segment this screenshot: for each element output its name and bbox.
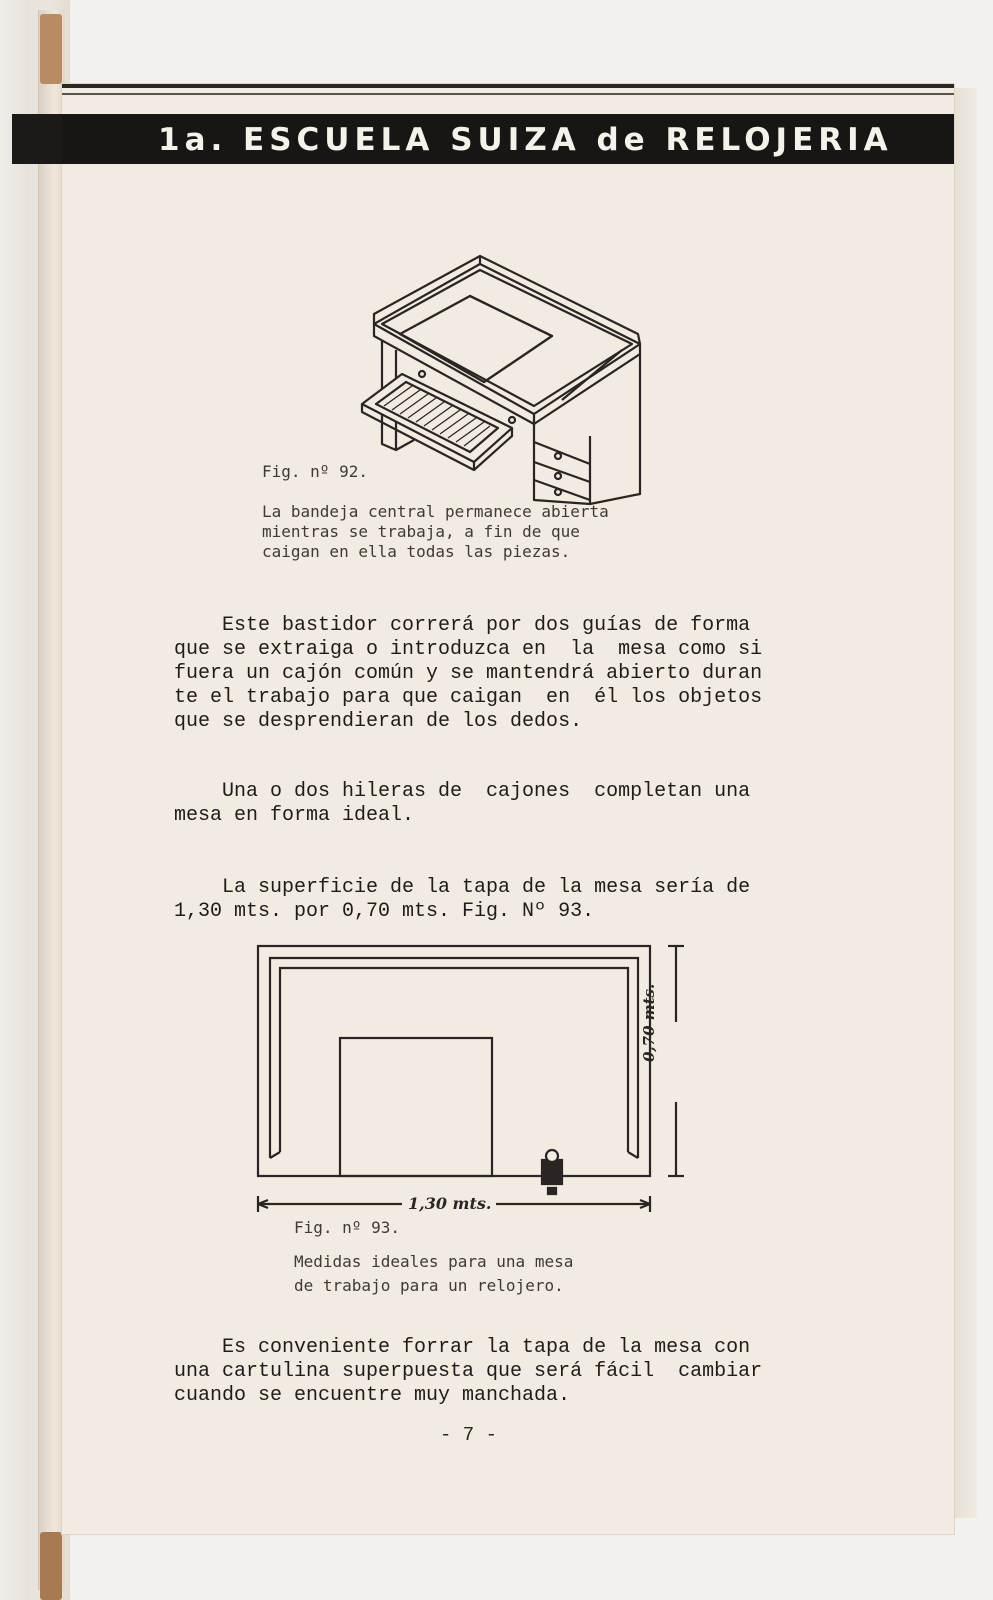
paragraph-1-line-1: Este bastidor correrá por dos guías de forma xyxy=(174,614,751,637)
paragraph-1-line-2: que se extraiga o introduzca en la mesa como si xyxy=(174,638,763,661)
figure-92-workbench-drawing xyxy=(362,174,652,504)
paragraph-4-line-3: cuando se encuentre muy manchada. xyxy=(174,1384,571,1407)
back-page-edge xyxy=(950,88,977,1518)
paragraph-3-line-2: 1,30 mts. por 0,70 mts. Fig. Nº 93. xyxy=(174,900,595,923)
paragraph-4-line-1: Es conveniente forrar la tapa de la mesa con xyxy=(174,1336,751,1359)
binding-thread-top xyxy=(40,14,62,84)
paragraph-1-line-4: te el trabajo para que caigan en él los objetos xyxy=(174,686,763,709)
figure-92-caption-line-2: mientras se trabaja, a fin de que xyxy=(262,522,580,541)
page-number: - 7 - xyxy=(440,1424,498,1446)
binding-thread-bottom xyxy=(40,1532,62,1600)
paragraph-4-line-2: una cartulina superpuesta que será fácil cambiar xyxy=(174,1360,763,1383)
page-header-title: 1a. ESCUELA SUIZA de RELOJERIA xyxy=(158,122,893,158)
figure-93-caption-line-2: de trabajo para un relojero. xyxy=(294,1276,564,1295)
top-rule-thin xyxy=(62,93,954,95)
figure-93-caption-line-1: Medidas ideales para una mesa xyxy=(294,1252,574,1271)
figure-93-width-label: 1,30 mts. xyxy=(408,1194,492,1213)
figure-93-dimensions-drawing xyxy=(252,942,692,1222)
book-page xyxy=(62,84,954,1534)
figure-93-height-label: 0,70 mts. xyxy=(640,983,658,1062)
paragraph-3-line-1: La superficie de la tapa de la mesa sería de xyxy=(174,876,751,899)
figure-92-caption-line-3: caigan en ella todas las piezas. xyxy=(262,542,571,561)
paragraph-2-line-2: mesa en forma ideal. xyxy=(174,804,415,827)
paragraph-2-line-1: Una o dos hileras de cajones completan una xyxy=(174,780,751,803)
figure-92-caption-line-1: La bandeja central permanece abierta xyxy=(262,502,609,521)
paragraph-1-line-3: fuera un cajón común y se mantendrá abierto duran xyxy=(174,662,763,685)
figure-92-label: Fig. nº 92. xyxy=(262,462,368,481)
header-tab xyxy=(12,114,62,164)
spine-edge xyxy=(38,10,65,1590)
figure-93-label: Fig. nº 93. xyxy=(294,1218,400,1237)
paragraph-1-line-5: que se desprendieran de los dedos. xyxy=(174,710,583,733)
top-rule xyxy=(62,84,954,88)
